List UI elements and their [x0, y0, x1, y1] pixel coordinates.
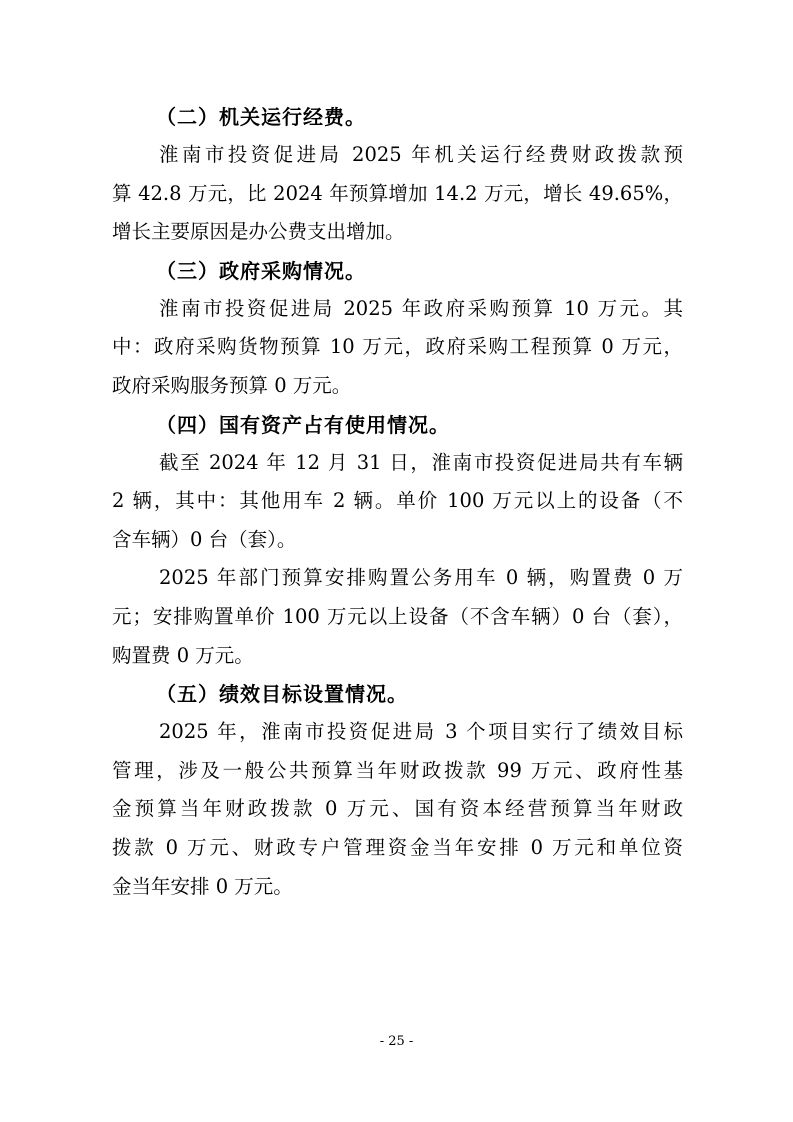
document-page	[112, 98, 683, 906]
paragraph-line: 淮南市投资促进局 2025 年政府采购预算 10 万元。其	[159, 296, 683, 320]
paragraph-performance-targets	[112, 713, 683, 906]
paragraph-line: 管理，涉及一般公共预算当年财政拨款 99 万元、政府性基	[112, 758, 683, 782]
paragraph-line: 增长主要原因是办公费支出增加。	[112, 220, 405, 244]
paragraph-line: 淮南市投资促进局 2025 年机关运行经费财政拨款预	[159, 143, 683, 166]
paragraph-state-assets	[112, 444, 683, 560]
paragraph-line: 2025 年部门预算安排购置公务用车 0 辆，购置费 0 万	[159, 566, 683, 590]
paragraph-line: 2025 年，淮南市投资促进局 3 个项目实行了绩效目标	[159, 720, 683, 744]
paragraph-vehicle-purchase	[112, 559, 683, 675]
section-heading-state-assets: （四）国有资产占有使用情况。	[156, 412, 450, 437]
paragraph-line: 算 42.8 万元，比 2024 年预算增加 14.2 万元，增长 49.65%，	[112, 181, 683, 205]
paragraph-line: 购置费 0 万元。	[112, 643, 254, 667]
section-heading-performance-targets: （五）绩效目标设置情况。	[156, 682, 408, 707]
paragraph-procurement	[112, 290, 683, 406]
paragraph-operating-funds	[112, 136, 683, 252]
paragraph-line: 截至 2024 年 12 月 31 日，淮南市投资促进局共有车辆	[159, 450, 683, 474]
paragraph-line: 金预算当年财政拨款 0 万元、国有资本经营预算当年财政	[112, 797, 683, 821]
paragraph-line: 金当年安排 0 万元。	[112, 874, 293, 898]
paragraph-line: 中：政府采购货物预算 10 万元，政府采购工程预算 0 万元，	[112, 335, 683, 359]
page-number: - 25 -	[379, 1034, 414, 1049]
paragraph-line: 元；安排购置单价 100 万元以上设备（不含车辆）0 台（套），	[112, 604, 683, 628]
paragraph-line: 2 辆，其中：其他用车 2 辆。单价 100 万元以上的设备（不	[112, 489, 683, 513]
paragraph-line: 拨款 0 万元、财政专户管理资金当年安排 0 万元和单位资	[112, 835, 683, 859]
section-heading-procurement: （三）政府采购情况。	[156, 258, 366, 283]
paragraph-line: 含车辆）0 台（套）。	[112, 527, 297, 551]
paragraph-line: 政府采购服务预算 0 万元。	[112, 373, 352, 397]
section-heading-operating-funds: （二）机关运行经费。	[156, 105, 366, 129]
